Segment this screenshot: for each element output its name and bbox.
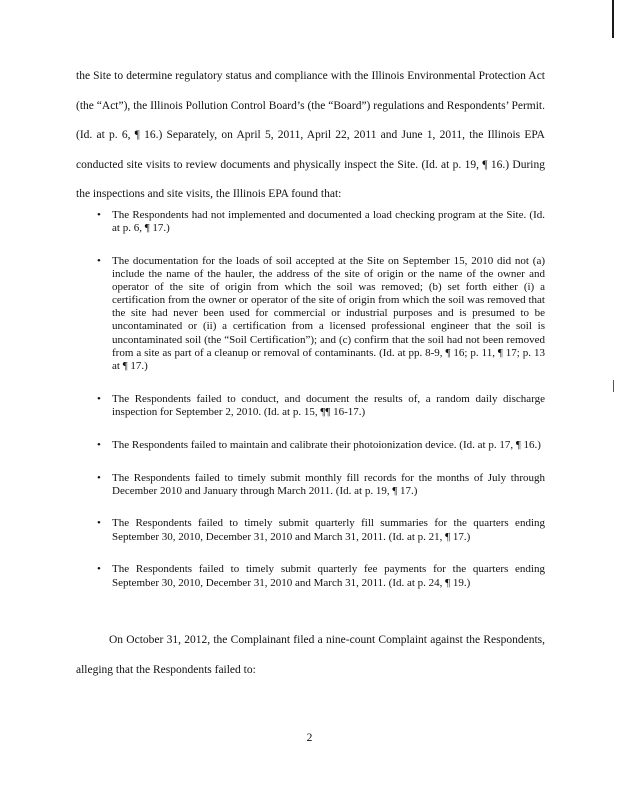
findings-list — [97, 209, 545, 609]
bullet-icon: • — [97, 392, 101, 405]
scan-edge-tick — [613, 380, 614, 392]
finding-text: The documentation for the loads of soil accepted at the Site on September 15, 2010 did not (a) include the name of the hauler, the address of the site of origin or the name of the owner and operator of the site of origin from which the soil was removed; (b) set forth either (i) a certification from the owner or operator of the site of origin from which the soil was removed that the site had never been used for commercial or industrial purposes and is presumed to be uncontaminated or (ii) a certification from a licensed professional engineer that the soil is uncontaminated soil (the “Soil Certification”); and (c) confirm that the soil had not been removed from a site as part of a cleanup or removal of contaminants. (Id. at pp. 8-9, ¶ 16; p. 11, ¶ 17; p. 13 at ¶ 17.) — [112, 254, 545, 372]
finding-item — [97, 209, 545, 235]
finding-item — [97, 517, 545, 543]
finding-text: The Respondents failed to timely submit quarterly fill summaries for the quarters ending September 30, 2010, December 31, 2010 and March 31, 2011. (Id. at p. 21, ¶ 17.) — [112, 517, 545, 543]
body-paragraph-complaint: On October 31, 2012, the Complainant filed a nine-count Complaint against the Respondents, alleging that the Respondents failed to: — [76, 634, 545, 676]
bullet-icon: • — [97, 254, 101, 267]
finding-item — [97, 392, 545, 419]
bullet-icon: • — [97, 471, 101, 484]
bullet-icon: • — [97, 563, 101, 576]
finding-text: The Respondents had not implemented and documented a load checking program at the Site. (Id. at p. 6, ¶ 17.) — [112, 209, 545, 235]
bullet-icon: • — [97, 438, 101, 451]
finding-text: The Respondents failed to conduct, and document the results of, a random daily discharge inspection for September 2, 2010. (Id. at p. 15, ¶¶ 16-17.) — [112, 392, 545, 418]
bullet-icon: • — [97, 517, 101, 530]
finding-item — [97, 563, 545, 589]
finding-text: The Respondents failed to timely submit monthly fill records for the months of July through December 2010 and January through March 2011. (Id. at p. 19, ¶ 17.) — [112, 471, 545, 497]
bullet-icon: • — [97, 209, 101, 221]
body-paragraph-continued: the Site to determine regulatory status and compliance with the Illinois Environmental Protection Act (the “Act”), the Illinois Pollution Control Board’s (the “Board”) regulations and Respondents’ Permit. (Id. at p. 6, ¶ 16.) Separately, on April 5, 2011, April 22, 2011 and June 1, 2011, the Illinois EPA conducted site visits to review documents and physically inspect the Site. (Id. at p. 19, ¶ 16.) During the inspections and site visits, the Illinois EPA found that: — [76, 70, 545, 201]
finding-item — [97, 438, 545, 452]
scan-edge-mark — [612, 0, 614, 38]
finding-item — [97, 254, 545, 373]
finding-item — [97, 471, 545, 498]
finding-text: The Respondents failed to timely submit quarterly fee payments for the quarters ending September 30, 2010, December 31, 2010 and March 31, 2011. (Id. at p. 24, ¶ 19.) — [112, 563, 545, 589]
page-number: 2 — [306, 732, 313, 744]
finding-text: The Respondents failed to maintain and calibrate their photoionization device. (Id. at p. 17, ¶ 16.) — [112, 438, 541, 451]
